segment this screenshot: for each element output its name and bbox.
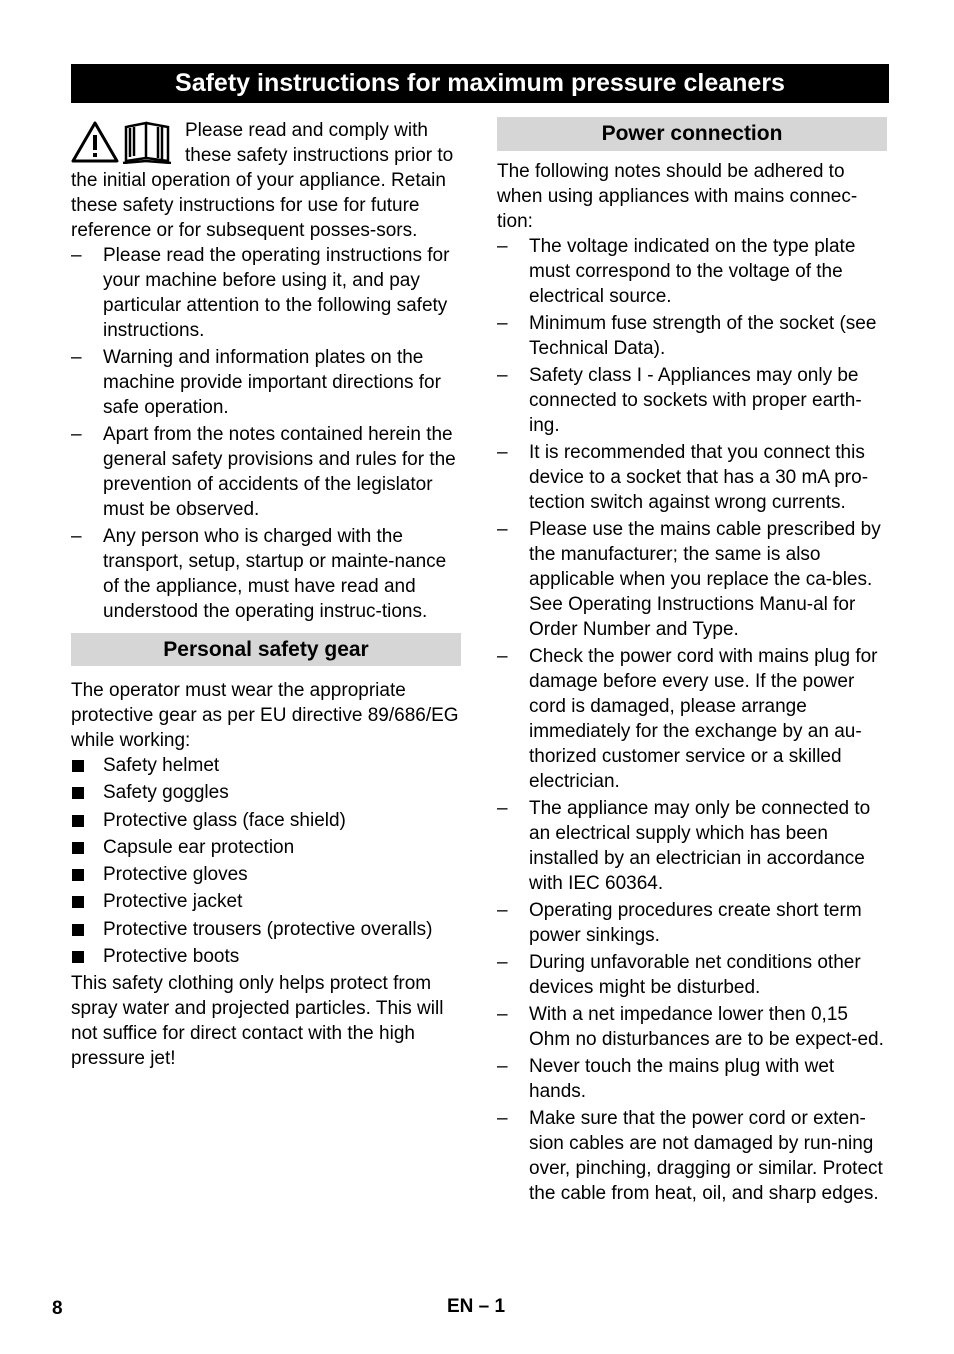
list-item-text: Never touch the mains plug with wet hands. [529,1056,835,1102]
list-item-text: The voltage indicated on the type plate must correspond to the voltage of the electrical source. [529,236,856,307]
list-item [71,835,461,860]
square-bullet-icon [72,842,84,854]
list-item [497,644,887,794]
intro-text: Please read and comply with these safety instructions prior to the initial operation of your appliance. Retain these safety instructions for use for future reference or for subsequent posses-sors. [71,120,454,241]
list-item-text: The appliance may only be connected to an electrical supply which has been installed by an electrician in accordance with IEC 60364. [529,798,871,894]
list-item-text: Protective gloves [103,864,248,886]
power-connection-heading: Power connection [497,117,887,151]
gear-intro-text: The operator must wear the appropriate protective gear as per EU directive 89/686/EG while working: [71,680,459,751]
safety-notes-list [71,243,461,624]
list-item [71,753,461,778]
language-page-code: EN – 1 [447,1296,506,1317]
list-item [71,422,461,522]
square-bullet-icon [72,815,84,827]
dash-bullet: – [497,519,508,540]
power-notes-list [497,234,887,1206]
page-number: 8 [52,1298,63,1319]
list-item [497,950,887,1000]
dash-bullet: – [497,236,508,257]
list-item [497,234,887,309]
dash-bullet: – [497,900,508,921]
list-item-text: Any person who is charged with the transport, setup, startup or mainte-nance of the appliance, must have read and understood the operating instruc-tions. [103,526,447,622]
list-item-text: Operating procedures create short term power sinkings. [529,900,862,946]
list-item [71,524,461,624]
square-bullet-icon [72,760,84,772]
list-item-text: Safety helmet [103,755,220,776]
power-intro-text: The following notes should be adhered to when using appliances with mains connec-tion: [497,161,858,232]
list-item [497,363,887,438]
manual-book-icon [123,123,171,163]
list-item-text: Protective trousers (protective overalls) [103,918,433,940]
list-item [497,1054,887,1104]
list-item [497,1106,887,1206]
square-bullet-icon [72,869,84,881]
dash-bullet: – [497,365,508,386]
dash-bullet: – [71,526,82,547]
list-item-text: Please read the operating instructions for your machine before using it, and pay particular attention to the following safety instructions. [103,245,450,341]
dash-bullet: – [497,646,508,667]
list-item-text: During unfavorable net conditions other devices might be disturbed. [529,952,861,998]
list-item-text: Safety class I - Appliances may only be connected to sockets with proper earth-ing. [529,365,862,436]
list-item-text: Capsule ear protection [103,836,295,858]
dash-bullet: – [497,1004,508,1025]
list-item-text: With a net impedance lower then 0,15 Ohm no disturbances are to be expect-ed. [529,1004,884,1050]
square-bullet-icon [72,951,84,963]
dash-bullet: – [497,313,508,334]
list-item [71,862,461,887]
left-column [71,118,461,1071]
list-item [71,808,461,833]
list-item [71,243,461,343]
square-bullet-icon [72,787,84,799]
list-item-text: Apart from the notes contained herein the general safety provisions and rules for the prevention of accidents of the legislator must be observed. [103,424,456,520]
list-item [497,311,887,361]
personal-safety-gear-heading: Personal safety gear [71,633,461,666]
right-column [497,117,887,1208]
dash-bullet: – [71,245,82,266]
list-item-text: Please use the mains cable prescribed by the manufacturer; the same is also applicable when you replace the ca-bles. See Operating Instructions Manu-al for Order Number and Type. [529,519,881,640]
list-item [71,889,461,914]
list-item [497,1002,887,1052]
list-item-text: Safety goggles [103,782,229,804]
dash-bullet: – [71,347,82,368]
list-item [71,345,461,420]
square-bullet-icon [72,924,84,936]
list-item [497,517,887,642]
list-item-text: Protective glass (face shield) [103,809,346,831]
dash-bullet: – [497,952,508,973]
list-item-text: Make sure that the power cord or exten-sion cables are not damaged by run-ning over, pinching, dragging or similar. Protect the cable from heat, oil, and sharp edges. [529,1108,883,1204]
list-item [71,780,461,805]
list-item-text: Protective jacket [103,891,243,913]
dash-bullet: – [497,442,508,463]
page-title: Safety instructions for maximum pressure cleaners [71,64,889,103]
dash-bullet: – [497,798,508,819]
list-item-text: It is recommended that you connect this device to a socket that has a 30 mA pro-tection switch against wrong currents. [529,442,869,513]
list-item-text: Protective boots [103,946,240,968]
list-item [71,944,461,969]
dash-bullet: – [71,424,82,445]
gear-outro-text: This safety clothing only helps protect from spray water and projected particles. This will not suffice for direct contact with the high pressure jet! [71,973,444,1070]
warning-manual-icons [71,120,175,164]
list-item [497,440,887,515]
list-item-text: Warning and information plates on the machine provide important directions for safe operation. [103,347,441,418]
square-bullet-icon [72,896,84,908]
list-item [71,917,461,942]
dash-bullet: – [497,1056,508,1077]
gear-list [71,753,461,969]
list-item [497,796,887,896]
dash-bullet: – [497,1108,508,1129]
intro-block [71,118,461,243]
warning-triangle-icon [73,123,117,161]
list-item-text: Minimum fuse strength of the socket (see Technical Data). [529,313,877,359]
list-item [497,898,887,948]
list-item-text: Check the power cord with mains plug for damage before every use. If the power cord is damaged, please arrange immediately for the exchange by an au-thorized customer service or a skilled electrician. [529,646,878,792]
